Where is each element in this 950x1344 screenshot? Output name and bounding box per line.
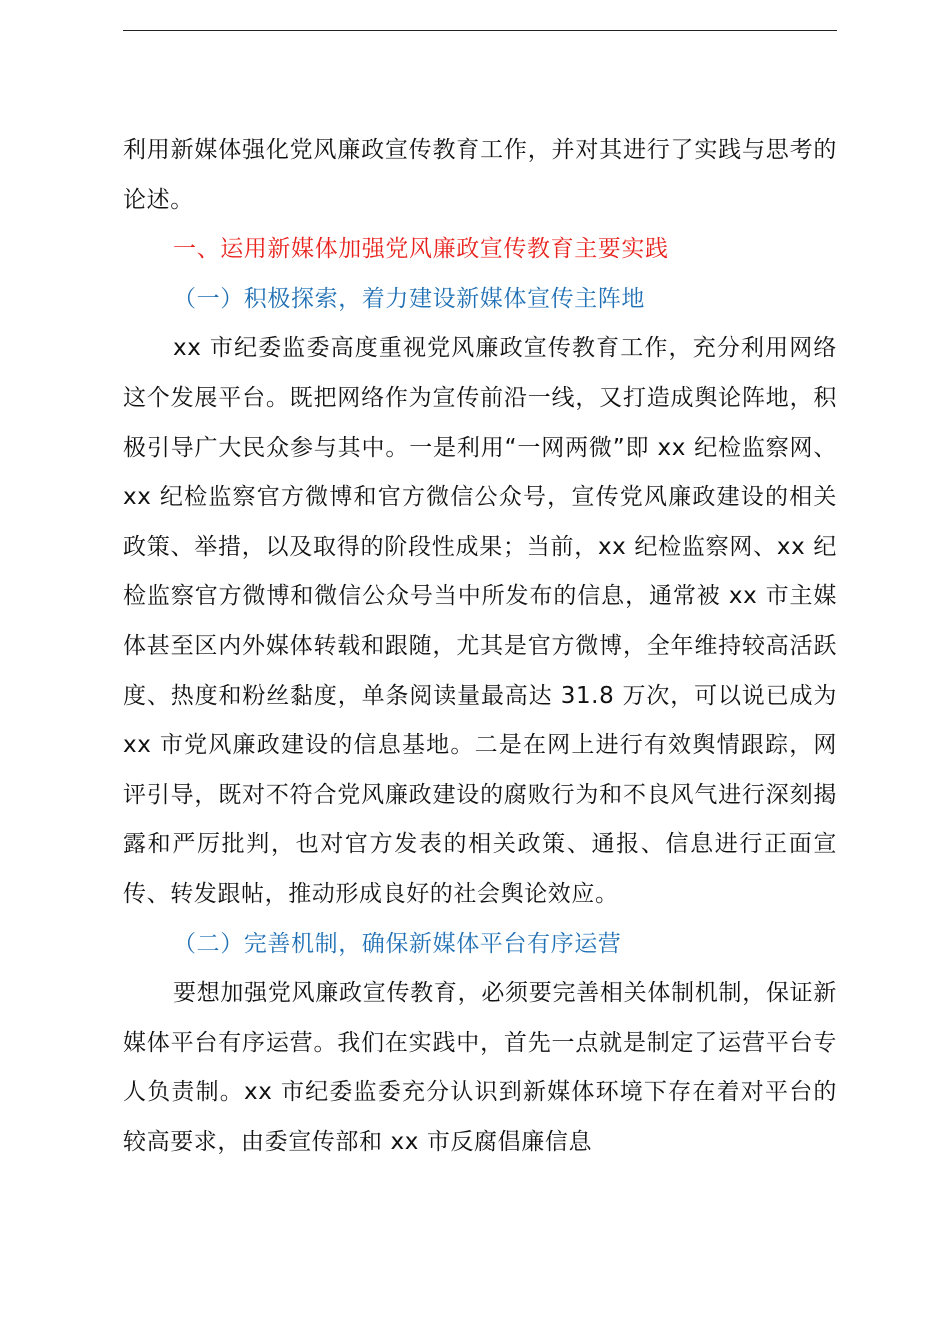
body-paragraph-1: xx 市纪委监委高度重视党风廉政宣传教育工作，充分利用网络这个发展平台。既把网络作为宣传前沿一线，又打造成舆论阵地，积极引导广大民众参与其中。一是利用“一网两微”即 xx 纪检监察网、xx 纪检监察官方微博和官方微信公众号，宣传党风廉政建设的相关政策、举措，以及取得的阶段性成果；当前，xx 纪检监察网、xx 纪检监察官方微博和微信公众号当中所发布的信息，通常被 xx 市主媒体甚至区内外媒体转载和跟随，尤其是官方微博，全年维持较高活跃度、热度和粉丝黏度，单条阅读量最高达 31.8 万次，可以说已成为 xx 市党风廉政建设的信息基地。二是在网上进行有效舆情跟踪，网评引导，既对不符合党风廉政建设的腐败行为和不良风气进行深刻揭露和严厉批判，也对官方发表的相关政策、通报、信息进行正面宣传、转发跟帖，推动形成良好的社会舆论效应。 (123, 335, 837, 907)
intro-paragraph: 利用新媒体强化党风廉政宣传教育工作，并对其进行了实践与思考的论述。 (123, 137, 837, 213)
header-rule (123, 30, 837, 31)
subsection-heading-2: （二）完善机制，确保新媒体平台有序运营 (173, 930, 622, 957)
section-heading: 一、运用新媒体加强党风廉政宣传教育主要实践 (173, 236, 669, 263)
document-body (123, 126, 837, 1167)
body-paragraph-2: 要想加强党风廉政宣传教育，必须要完善相关体制机制，保证新媒体平台有序运营。我们在实践中，首先一点就是制定了运营平台专人负责制。xx 市纪委监委充分认识到新媒体环境下存在着对平台的较高要求，由委宣传部和 xx 市反腐倡廉信息 (123, 980, 837, 1155)
subsection-heading-1: （一）积极探索，着力建设新媒体宣传主阵地 (173, 285, 645, 312)
